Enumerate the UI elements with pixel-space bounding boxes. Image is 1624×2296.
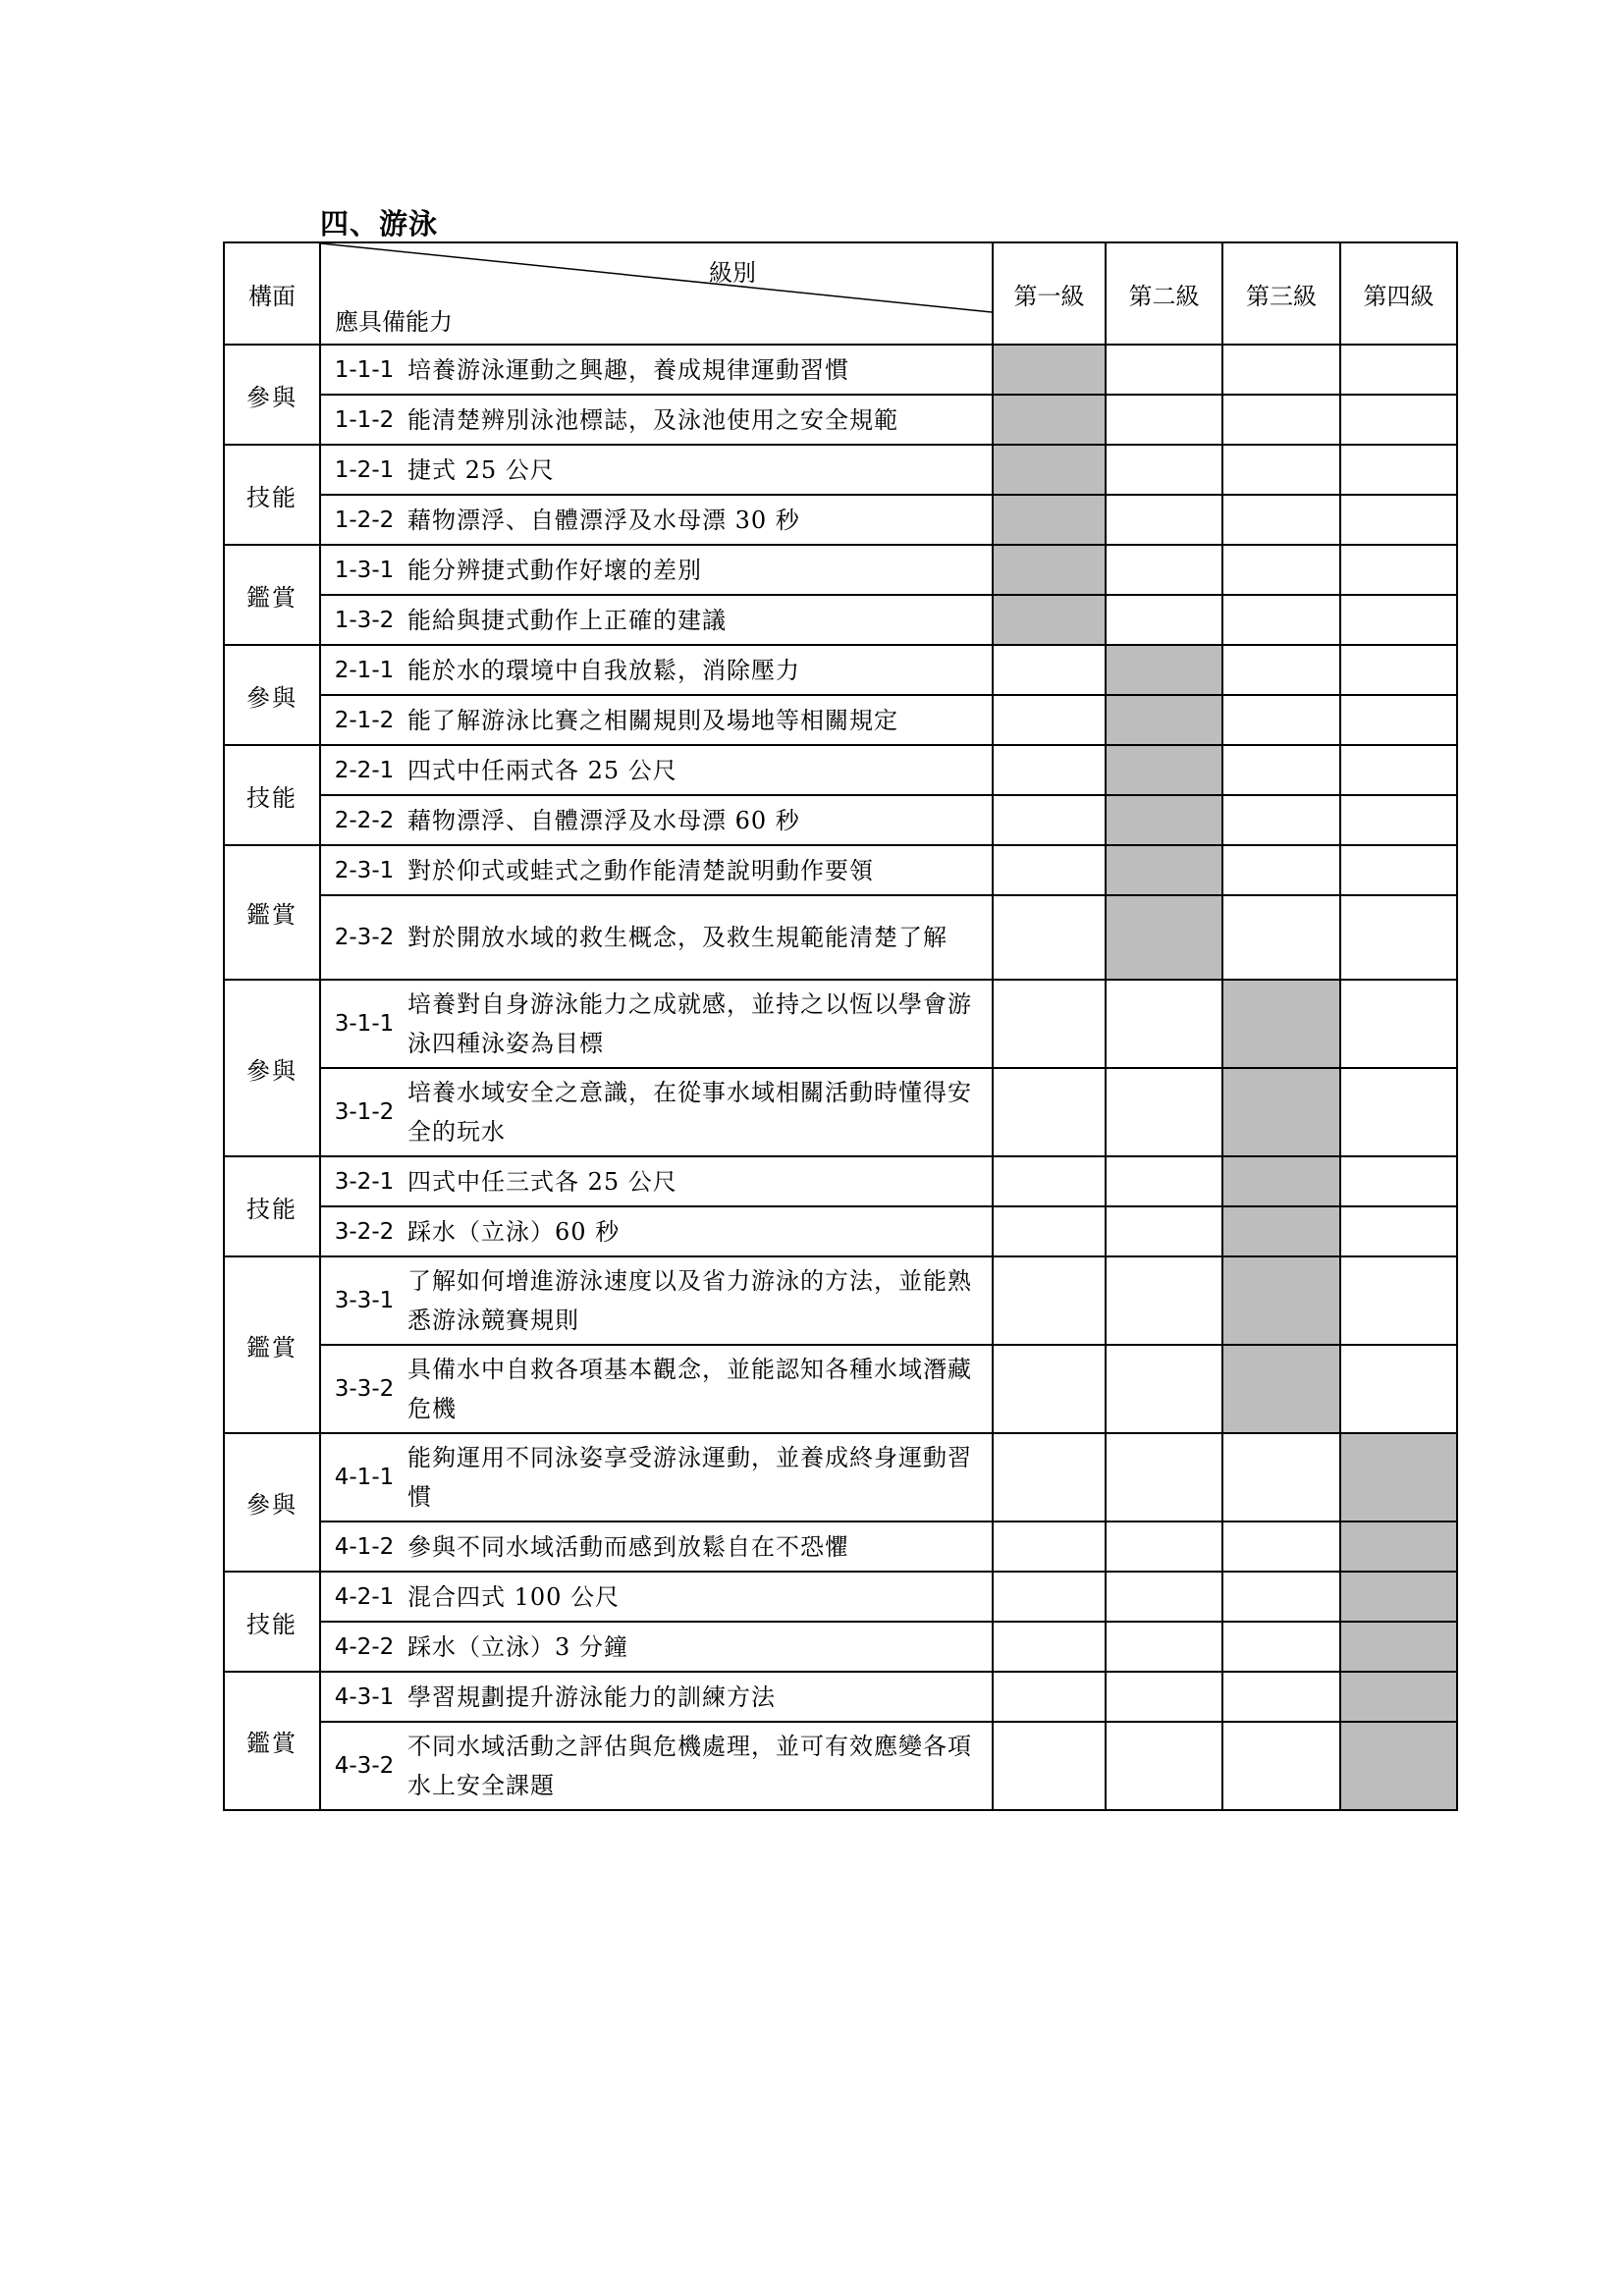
- level-4-cell: [1340, 1522, 1457, 1572]
- table-row: [224, 1433, 1457, 1522]
- table-row: [224, 345, 1457, 395]
- ability-description: 踩水（立泳）3 分鐘: [407, 1632, 628, 1661]
- level-2-cell: [1106, 1156, 1222, 1206]
- level-2-cell: [1106, 1622, 1222, 1672]
- ability-code: 3-3-2: [334, 1376, 395, 1402]
- ability-code: 1-1-2: [334, 406, 395, 433]
- ability-code: 2-2-2: [334, 807, 395, 833]
- table-row: [224, 1672, 1457, 1722]
- ability-description: 能清楚辨別泳池標誌，及泳池使用之安全規範: [407, 405, 898, 434]
- level-3-cell: [1222, 1345, 1340, 1433]
- level-4-cell: [1340, 1345, 1457, 1433]
- level-4-cell: [1340, 1672, 1457, 1722]
- level-2-cell: [1106, 395, 1222, 445]
- header-level-2: 第二級: [1106, 242, 1222, 345]
- level-2-cell: [1106, 445, 1222, 495]
- level-3-cell: [1222, 980, 1340, 1068]
- table-row: [224, 1156, 1457, 1206]
- level-4-cell: [1340, 695, 1457, 745]
- level-3-cell: [1222, 545, 1340, 595]
- table-row: [224, 1622, 1457, 1672]
- level-4-cell: [1340, 1572, 1457, 1622]
- ability-code: 4-3-2: [334, 1753, 395, 1779]
- ability-description: 能夠運用不同泳姿享受游泳運動，並養成終身運動習慣: [407, 1444, 972, 1511]
- table-row: [224, 1256, 1457, 1345]
- category-cell: 參與: [224, 980, 320, 1156]
- level-1-cell: [993, 1206, 1106, 1256]
- ability-cell: [320, 495, 993, 545]
- swimming-ability-table: [223, 241, 1458, 1811]
- header-diagonal-cell: [320, 242, 993, 345]
- ability-code: 4-1-2: [334, 1533, 395, 1560]
- table-row: [224, 1722, 1457, 1810]
- level-3-cell: [1222, 1068, 1340, 1156]
- level-2-cell: [1106, 495, 1222, 545]
- level-2-cell: [1106, 795, 1222, 845]
- header-category: 構面: [224, 242, 320, 345]
- level-3-cell: [1222, 795, 1340, 845]
- level-4-cell: [1340, 1433, 1457, 1522]
- level-1-cell: [993, 895, 1106, 980]
- ability-description: 能於水的環境中自我放鬆，消除壓力: [407, 656, 800, 684]
- category-cell: 參與: [224, 345, 320, 445]
- ability-cell: [320, 745, 993, 795]
- level-3-cell: [1222, 345, 1340, 395]
- level-3-cell: [1222, 1522, 1340, 1572]
- ability-cell: [320, 895, 993, 980]
- ability-description: 培養游泳運動之興趣，養成規律運動習慣: [407, 355, 849, 384]
- ability-cell: [320, 1572, 993, 1622]
- level-3-cell: [1222, 745, 1340, 795]
- level-3-cell: [1222, 845, 1340, 895]
- header-level-4: 第四級: [1340, 242, 1457, 345]
- category-cell: 技能: [224, 1572, 320, 1672]
- level-1-cell: [993, 845, 1106, 895]
- ability-description: 藉物漂浮、自體漂浮及水母漂 30 秒: [407, 506, 800, 534]
- level-4-cell: [1340, 1722, 1457, 1810]
- ability-code: 1-1-1: [334, 356, 395, 383]
- level-4-cell: [1340, 1256, 1457, 1345]
- level-3-cell: [1222, 1256, 1340, 1345]
- level-3-cell: [1222, 1433, 1340, 1522]
- category-cell: 鑑賞: [224, 845, 320, 980]
- ability-description: 四式中任三式各 25 公尺: [407, 1167, 677, 1196]
- ability-code: 4-2-1: [334, 1583, 395, 1610]
- table-row: [224, 445, 1457, 495]
- level-1-cell: [993, 1572, 1106, 1622]
- level-2-cell: [1106, 545, 1222, 595]
- level-3-cell: [1222, 445, 1340, 495]
- level-1-cell: [993, 1345, 1106, 1433]
- level-1-cell: [993, 345, 1106, 395]
- header-level-3: 第三級: [1222, 242, 1340, 345]
- table-row: [224, 645, 1457, 695]
- category-cell: 參與: [224, 645, 320, 745]
- level-2-cell: [1106, 1672, 1222, 1722]
- level-1-cell: [993, 395, 1106, 445]
- ability-description: 踩水（立泳）60 秒: [407, 1217, 621, 1246]
- ability-cell: [320, 595, 993, 645]
- ability-code: 1-3-1: [334, 557, 395, 583]
- table-row: [224, 795, 1457, 845]
- ability-description: 混合四式 100 公尺: [407, 1582, 621, 1611]
- ability-cell: [320, 1433, 993, 1522]
- level-2-cell: [1106, 745, 1222, 795]
- ability-description: 能分辨捷式動作好壞的差別: [407, 556, 702, 584]
- ability-description: 了解如何增進游泳速度以及省力游泳的方法，並能熟悉游泳競賽規則: [407, 1267, 972, 1334]
- level-2-cell: [1106, 645, 1222, 695]
- table-row: [224, 1068, 1457, 1156]
- ability-code: 3-3-1: [334, 1288, 395, 1313]
- ability-cell: [320, 545, 993, 595]
- level-4-cell: [1340, 395, 1457, 445]
- level-1-cell: [993, 445, 1106, 495]
- level-1-cell: [993, 695, 1106, 745]
- level-3-cell: [1222, 695, 1340, 745]
- ability-cell: [320, 1522, 993, 1572]
- ability-description: 學習規劃提升游泳能力的訓練方法: [407, 1682, 776, 1711]
- table-row: [224, 1572, 1457, 1622]
- level-1-cell: [993, 795, 1106, 845]
- ability-cell: [320, 980, 993, 1068]
- ability-cell: [320, 795, 993, 845]
- level-3-cell: [1222, 1156, 1340, 1206]
- category-cell: 參與: [224, 1433, 320, 1572]
- level-4-cell: [1340, 495, 1457, 545]
- level-2-cell: [1106, 980, 1222, 1068]
- ability-description: 培養對自身游泳能力之成就感，並持之以恆以學會游泳四種泳姿為目標: [407, 990, 972, 1057]
- ability-cell: [320, 1156, 993, 1206]
- level-4-cell: [1340, 745, 1457, 795]
- level-1-cell: [993, 645, 1106, 695]
- ability-description: 參與不同水域活動而感到放鬆自在不恐懼: [407, 1532, 849, 1561]
- level-3-cell: [1222, 1622, 1340, 1672]
- ability-description: 對於仰式或蛙式之動作能清楚說明動作要領: [407, 856, 874, 884]
- category-cell: 鑑賞: [224, 1256, 320, 1433]
- ability-code: 2-3-1: [334, 857, 395, 883]
- ability-description: 具備水中自救各項基本觀念，並能認知各種水域潛藏危機: [407, 1356, 972, 1422]
- level-1-cell: [993, 495, 1106, 545]
- level-2-cell: [1106, 595, 1222, 645]
- ability-code: 1-2-2: [334, 507, 395, 533]
- category-cell: 技能: [224, 1156, 320, 1256]
- ability-code: 2-1-1: [334, 657, 395, 683]
- level-4-cell: [1340, 645, 1457, 695]
- level-4-cell: [1340, 845, 1457, 895]
- header-row: [224, 242, 1457, 345]
- level-2-cell: [1106, 845, 1222, 895]
- level-2-cell: [1106, 1256, 1222, 1345]
- ability-code: 2-3-2: [334, 925, 395, 950]
- level-2-cell: [1106, 895, 1222, 980]
- level-1-cell: [993, 1068, 1106, 1156]
- level-1-cell: [993, 980, 1106, 1068]
- level-2-cell: [1106, 1206, 1222, 1256]
- ability-cell: [320, 445, 993, 495]
- level-4-cell: [1340, 545, 1457, 595]
- ability-code: 1-2-1: [334, 456, 395, 483]
- ability-description: 培養水域安全之意識，在從事水域相關活動時懂得安全的玩水: [407, 1079, 972, 1146]
- level-3-cell: [1222, 595, 1340, 645]
- ability-code: 3-1-2: [334, 1099, 395, 1125]
- level-4-cell: [1340, 1622, 1457, 1672]
- category-cell: 鑑賞: [224, 1672, 320, 1810]
- level-3-cell: [1222, 495, 1340, 545]
- level-1-cell: [993, 1433, 1106, 1522]
- table-row: [224, 395, 1457, 445]
- level-4-cell: [1340, 445, 1457, 495]
- level-2-cell: [1106, 345, 1222, 395]
- table-row: [224, 545, 1457, 595]
- table-row: [224, 1206, 1457, 1256]
- ability-description: 對於開放水域的救生概念，及救生規範能清楚了解: [407, 924, 947, 951]
- level-4-cell: [1340, 595, 1457, 645]
- table-row: [224, 745, 1457, 795]
- ability-description: 四式中任兩式各 25 公尺: [407, 756, 677, 784]
- ability-code: 4-1-1: [334, 1465, 395, 1490]
- section-title: 四、游泳: [320, 207, 439, 240]
- table-row: [224, 1522, 1457, 1572]
- table-row: [224, 845, 1457, 895]
- table-row: [224, 980, 1457, 1068]
- ability-cell: [320, 345, 993, 395]
- level-3-cell: [1222, 645, 1340, 695]
- table-row: [224, 895, 1457, 980]
- level-1-cell: [993, 595, 1106, 645]
- level-1-cell: [993, 1672, 1106, 1722]
- category-cell: 鑑賞: [224, 545, 320, 645]
- ability-code: 4-2-2: [334, 1633, 395, 1660]
- level-4-cell: [1340, 1206, 1457, 1256]
- ability-cell: [320, 695, 993, 745]
- level-2-cell: [1106, 1722, 1222, 1810]
- level-2-cell: [1106, 1522, 1222, 1572]
- level-4-cell: [1340, 1156, 1457, 1206]
- header-ability-label: 應具備能力: [335, 308, 453, 336]
- ability-cell: [320, 845, 993, 895]
- ability-description: 捷式 25 公尺: [407, 455, 555, 484]
- level-1-cell: [993, 1256, 1106, 1345]
- table-row: [224, 495, 1457, 545]
- ability-code: 3-2-2: [334, 1218, 395, 1245]
- ability-cell: [320, 1345, 993, 1433]
- ability-code: 4-3-1: [334, 1683, 395, 1710]
- level-1-cell: [993, 1522, 1106, 1572]
- level-3-cell: [1222, 895, 1340, 980]
- ability-cell: [320, 395, 993, 445]
- ability-code: 2-1-2: [334, 707, 395, 733]
- ability-description: 能給與捷式動作上正確的建議: [407, 606, 727, 634]
- ability-code: 3-2-1: [334, 1168, 395, 1195]
- ability-description: 藉物漂浮、自體漂浮及水母漂 60 秒: [407, 806, 800, 834]
- level-2-cell: [1106, 1068, 1222, 1156]
- ability-cell: [320, 1206, 993, 1256]
- ability-cell: [320, 1622, 993, 1672]
- table-row: [224, 695, 1457, 745]
- ability-description: 不同水域活動之評估與危機處理，並可有效應變各項水上安全課題: [407, 1733, 972, 1799]
- level-3-cell: [1222, 1672, 1340, 1722]
- category-cell: 技能: [224, 745, 320, 845]
- ability-code: 3-1-1: [334, 1011, 395, 1037]
- level-4-cell: [1340, 980, 1457, 1068]
- level-1-cell: [993, 1722, 1106, 1810]
- ability-cell: [320, 1672, 993, 1722]
- level-4-cell: [1340, 345, 1457, 395]
- level-1-cell: [993, 1156, 1106, 1206]
- ability-cell: [320, 1256, 993, 1345]
- ability-code: 2-2-1: [334, 757, 395, 783]
- table-row: [224, 1345, 1457, 1433]
- level-1-cell: [993, 545, 1106, 595]
- ability-cell: [320, 1068, 993, 1156]
- level-2-cell: [1106, 1433, 1222, 1522]
- level-3-cell: [1222, 1206, 1340, 1256]
- category-cell: 技能: [224, 445, 320, 545]
- level-4-cell: [1340, 1068, 1457, 1156]
- level-2-cell: [1106, 1572, 1222, 1622]
- ability-code: 1-3-2: [334, 607, 395, 633]
- level-1-cell: [993, 1622, 1106, 1672]
- ability-cell: [320, 1722, 993, 1810]
- level-4-cell: [1340, 895, 1457, 980]
- level-1-cell: [993, 745, 1106, 795]
- level-3-cell: [1222, 395, 1340, 445]
- level-2-cell: [1106, 1345, 1222, 1433]
- ability-cell: [320, 645, 993, 695]
- level-4-cell: [1340, 795, 1457, 845]
- table-row: [224, 595, 1457, 645]
- level-3-cell: [1222, 1722, 1340, 1810]
- ability-description: 能了解游泳比賽之相關規則及場地等相關規定: [407, 706, 898, 734]
- level-3-cell: [1222, 1572, 1340, 1622]
- level-2-cell: [1106, 695, 1222, 745]
- header-level-1: 第一級: [993, 242, 1106, 345]
- header-level-label: 級別: [709, 259, 756, 287]
